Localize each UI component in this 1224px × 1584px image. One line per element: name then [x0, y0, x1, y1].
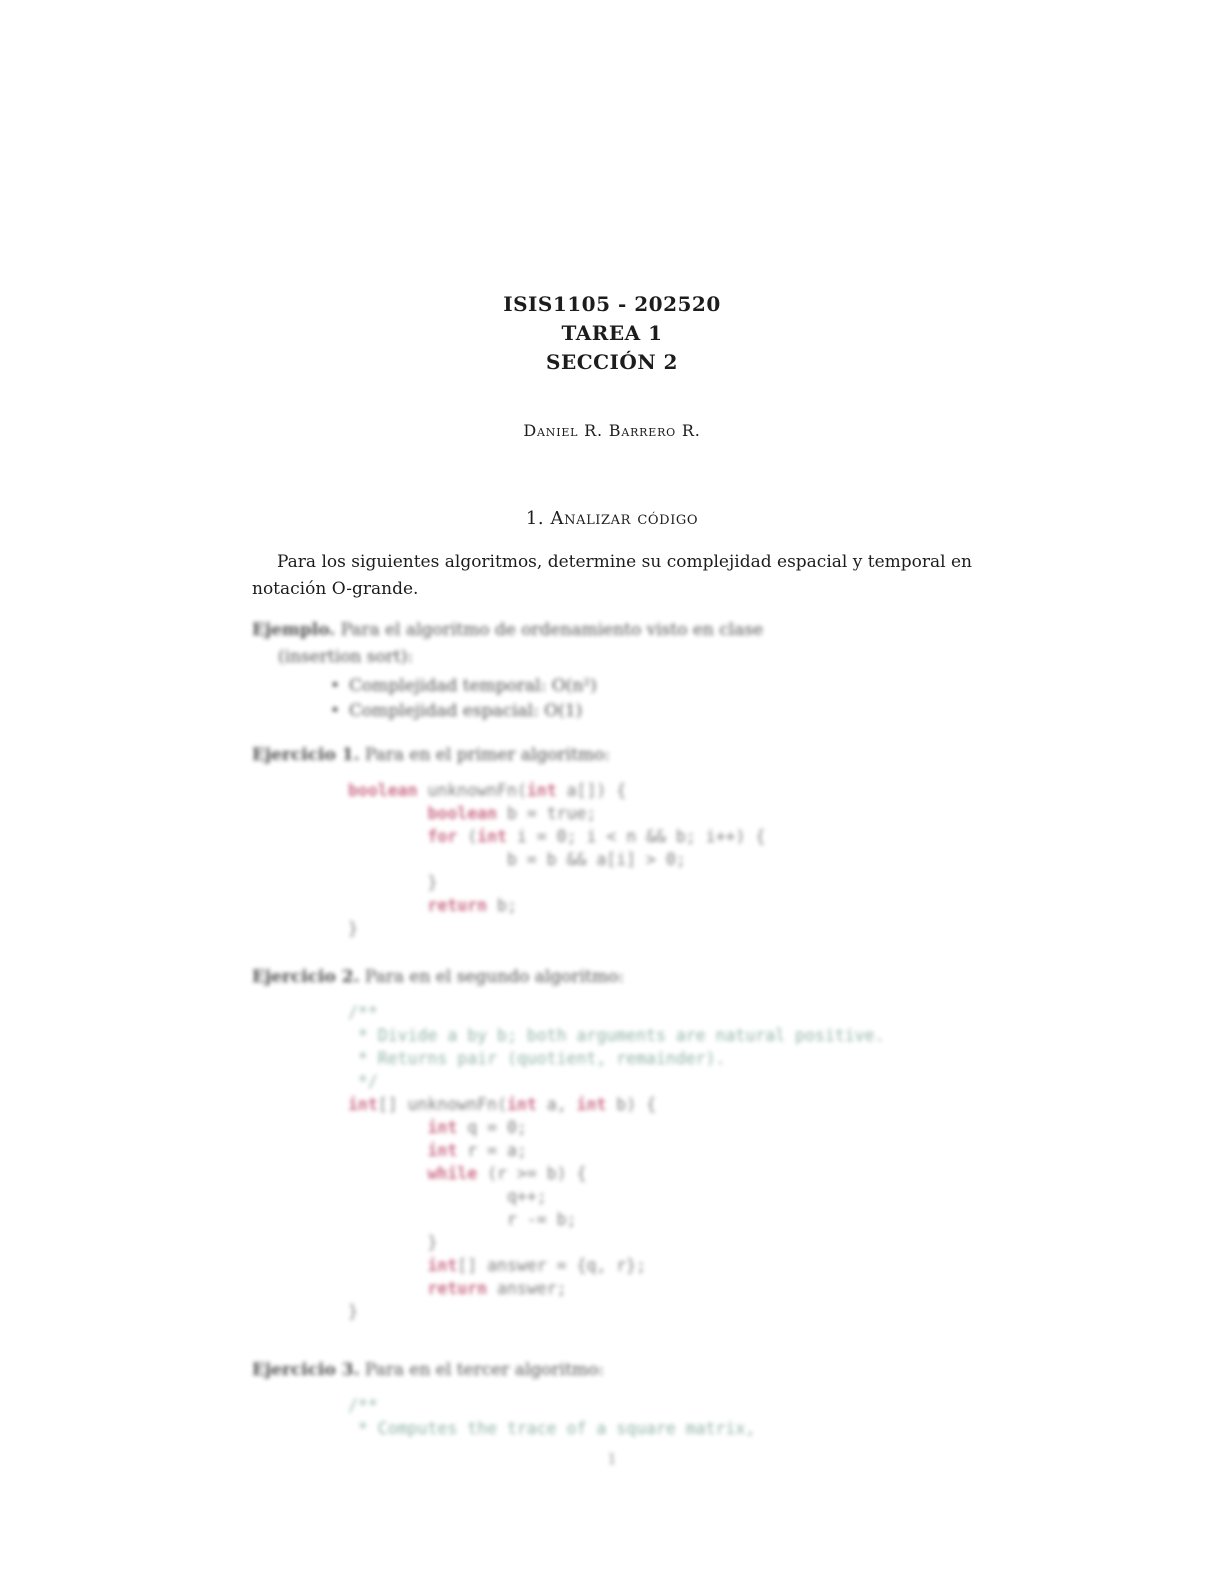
- author-name: Daniel R. Barrero R.: [523, 421, 701, 440]
- exercise-2-label: Ejercicio 2.: [252, 967, 360, 987]
- section-number-title: SECCIÓN 2: [546, 350, 678, 374]
- exercise-2-heading: [252, 964, 972, 991]
- code-line: * Returns pair (quotient, remainder).: [348, 1049, 726, 1068]
- code-line: int r = a;: [427, 1141, 527, 1160]
- example-block: [252, 617, 972, 724]
- title-block: [252, 290, 972, 377]
- text-column: [252, 290, 972, 1468]
- section-heading: 1. Analizar código: [525, 508, 699, 529]
- code-line: int q = 0;: [427, 1118, 527, 1137]
- code-line: boolean unknownFn(int a[]) {: [348, 781, 627, 800]
- page-number: 1: [607, 1450, 617, 1468]
- code-line: /**: [348, 1003, 378, 1022]
- code-line: for (int i = 0; i < n && b; i++) {: [427, 827, 766, 846]
- code-line: int[] answer = {q, r};: [427, 1256, 647, 1275]
- code-line: q++;: [348, 1187, 547, 1206]
- exercise-2-code-listing: [348, 1001, 972, 1323]
- exercise-1-code-listing: [348, 779, 972, 940]
- intro-paragraph: Para los siguientes algoritmos, determine su complejidad espacial y temporal en notación O-grande.: [252, 552, 972, 599]
- code-line: boolean b = true;: [427, 804, 597, 823]
- code-line: b = b && a[i] > 0;: [348, 850, 686, 869]
- example-text-continued: (insertion sort):: [278, 647, 414, 667]
- exercise-1-text: Para en el primer algoritmo:: [364, 745, 611, 765]
- exercise-1-label: Ejercicio 1.: [252, 745, 360, 765]
- exercise-3-text: Para en el tercer algoritmo:: [364, 1360, 605, 1380]
- code-line: return answer;: [427, 1279, 567, 1298]
- code-line: * Divide a by b; both arguments are natural positive.: [348, 1026, 885, 1045]
- blurred-region: [252, 617, 972, 1468]
- exercise-3-label: Ejercicio 3.: [252, 1360, 360, 1380]
- exercise-3-code-listing: [348, 1394, 972, 1440]
- assignment-title: TAREA 1: [561, 321, 663, 345]
- code-line: while (r >= b) {: [427, 1164, 587, 1183]
- code-line: }: [348, 1233, 438, 1252]
- code-line: r -= b;: [348, 1210, 577, 1229]
- code-line: return b;: [427, 896, 517, 915]
- example-bullet-list: [252, 674, 972, 724]
- exercise-2-text: Para en el segundo algoritmo:: [364, 967, 624, 987]
- example-first-line: [252, 617, 972, 644]
- code-line: int[] unknownFn(int a, int b) {: [348, 1095, 656, 1114]
- course-title: ISIS1105 - 202520: [503, 292, 721, 316]
- code-line: }: [348, 873, 438, 892]
- code-line: }: [348, 919, 358, 938]
- code-line: * Computes the trace of a square matrix,: [348, 1419, 756, 1438]
- example-label: Ejemplo.: [252, 620, 336, 640]
- code-line: /**: [348, 1396, 378, 1415]
- code-line: */: [348, 1072, 378, 1091]
- code-line: }: [348, 1302, 358, 1321]
- bullet-temporal-complexity: • Complejidad temporal: O(n²): [330, 674, 972, 699]
- bullet-spatial-complexity: • Complejidad espacial: O(1): [330, 699, 972, 724]
- example-text: Para el algoritmo de ordenamiento visto en clase: [340, 620, 764, 640]
- exercise-1-heading: [252, 742, 972, 769]
- exercise-3-heading: [252, 1357, 972, 1384]
